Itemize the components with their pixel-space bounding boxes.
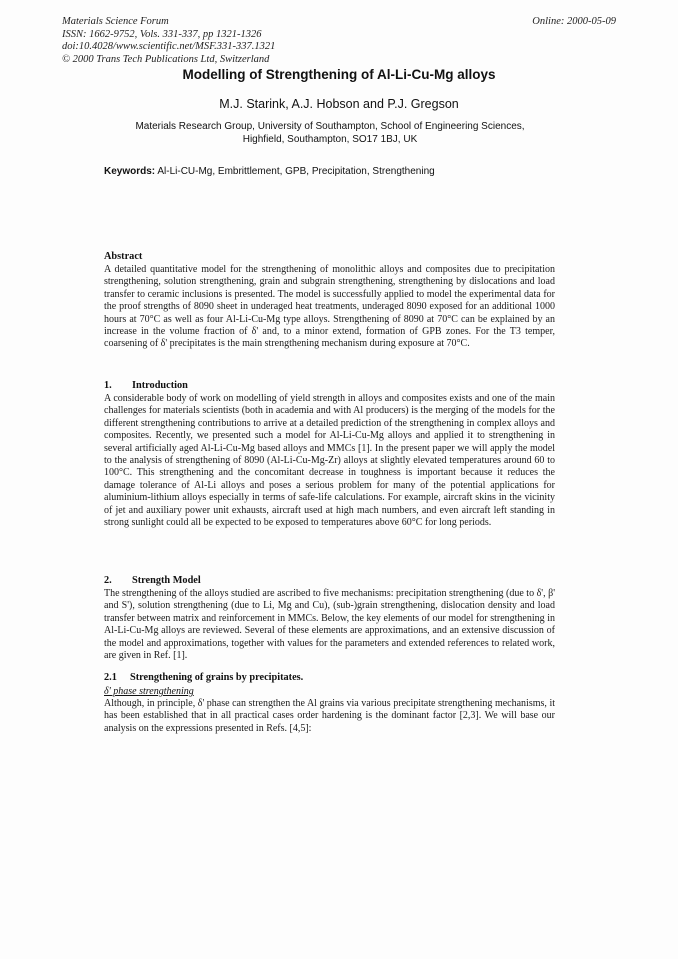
- paper-authors: M.J. Starink, A.J. Hobson and P.J. Gregson: [219, 97, 459, 111]
- section-1-heading: [104, 380, 188, 391]
- paper-title: Modelling of Strengthening of Al-Li-Cu-Mg alloys: [182, 67, 496, 82]
- abstract-text: A detailed quantitative model for the strengthening of monolithic alloys and composites due to precipitation strengthening, solution strengthening, grain and subgrain strengthening, strengthening by dislocations and load transfer to ceramic inclusions is presented. The model is successfully applied to model the experimental data for the proof strengths of 8090 sheet in underaged heat treatments, underaged 8090 exposed for an additional 1000 hours at 70°C as well as four Al-Li-Cu-Mg type alloys. Strengthening of 8090 at 70°C can be explained by an increase in the volume fraction of δ' and, to a minor extend, formation of GPB zones. For the T3 temper, coarsening of δ' precipitates is the main strengthening mechanism during exposure at 70°C.: [104, 264, 555, 350]
- keywords-label: Keywords:: [104, 166, 156, 177]
- keywords-text: Al-Li-CU-Mg, Embrittlement, GPB, Precipitation, Strengthening: [157, 166, 435, 177]
- delta-phase-subheading: δ' phase strengthening: [104, 686, 194, 697]
- affiliation-line-1: Materials Research Group, University of Southampton, School of Engineering Sciences,: [135, 121, 525, 132]
- affiliation-line-2: Highfield, Southampton, SO17 1BJ, UK: [242, 133, 418, 145]
- section-2-1-title: Strengthening of grains by precipitates.: [130, 672, 304, 683]
- section-2-1-number: 2.1: [104, 672, 117, 683]
- journal-issn: ISSN: 1662-9752, Vols. 331-337, pp 1321-1326: [62, 28, 262, 40]
- section-1-title: Introduction: [132, 380, 188, 391]
- keywords-line: [104, 166, 435, 177]
- journal-name: Materials Science Forum: [62, 16, 169, 27]
- section-2-1-heading: [104, 672, 303, 683]
- section-2-title: Strength Model: [132, 575, 201, 586]
- paper-affiliation: [110, 121, 550, 146]
- section-1-text: A considerable body of work on modelling of yield strength in alloys and composites exists and one of the main challenges for materials scientists (both in academia and with Al producers) is the merging of the models for the different strengthening contributions to arrive at a detailed prediction of the strengthening in complex alloys and composites. Recently, we presented such a model for Al-Li-Cu-Mg alloys and applied it to strengthening in several artificially aged Al-Li-Cu-Mg based alloys and MMCs [1]. In the present paper we will apply the model to the analysis of strengthening of 8090 (Al-Li-Cu-Mg-Zr) alloys at slightly elevated temperatures around 60 to 100°C. This strengthening and the concomitant decrease in toughness is important because it reduces the damage tolerance of Al-Li alloys and poses a serious problem for many of the potential applications for aluminium-lithium alloys especially in terms of safe-life calculations. For example, aircraft skins in the vicinity of jet and auxiliary power unit exhausts, aircraft used at high mach numbers, and even aircraft left standing in strong sunlight could all be expected to be exposed to temperatures above 60°C for long periods.: [104, 393, 555, 529]
- journal-doi: doi:10.4028/www.scientific.net/MSF.331-337.1321: [62, 41, 276, 52]
- abstract-heading: Abstract: [104, 251, 143, 262]
- online-date: Online: 2000-05-09: [532, 16, 616, 27]
- journal-header: [62, 16, 275, 66]
- section-2-heading: [104, 575, 201, 586]
- section-2-number: 2.: [104, 575, 112, 586]
- journal-copyright: © 2000 Trans Tech Publications Ltd, Switzerland: [62, 53, 270, 65]
- section-2-1-text: Although, in principle, δ' phase can strengthen the Al grains via various precipitate strengthening mechanisms, it has been established that in all practical cases order hardening is the dominant factor [2,3]. We will base our analysis on the expressions presented in Refs. [4,5]:: [104, 698, 555, 734]
- section-2-text: The strengthening of the alloys studied are ascribed to five mechanisms: precipitation strengthening (due to δ', β' and S'), solution strengthening (due to Li, Mg and Cu), (sub-)grain strengthening, dislocation density and load transfer between matrix and reinforcement in MMCs. Below, the key elements of our model for strengthening in Al-Li-Cu-Mg alloys are reviewed. Several of these elements are approximations, and an extensive discussion of the model and approximations, together with values for the parameters and extended references to related work, are given in Ref. [1].: [104, 588, 555, 662]
- section-1-number: 1.: [104, 380, 112, 391]
